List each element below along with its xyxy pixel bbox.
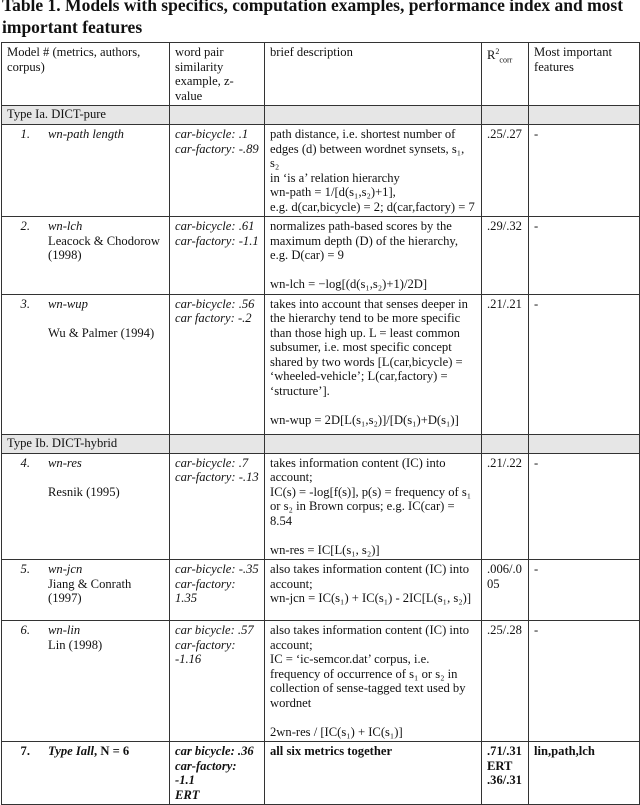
wordpair-cell: car-bicycle: .1 car-factory: -.89 [170,125,265,217]
r2-cell: .25/.28 [482,621,529,742]
model-cell [2,217,170,295]
table-row [2,742,640,805]
model-number: 2. [20,219,30,233]
description-cell: takes into account that senses deeper in the hierarchy tend to be more specific than those high up. L = least common subsumer, i.e. most specific concept shared by two words [L(car,bicycle) = ‘wheeled-vehicle’; L(car,factory) = ‘structure’]. wn-wup = 2D[L(s₁,s₂)]/[D(s₁)+D(s₁)] [265,294,482,434]
model-number: 7. [20,744,30,758]
table-row [2,125,640,217]
features-cell: - [529,125,640,217]
section-row-ia [2,106,640,125]
features-cell: - [529,217,640,295]
wordpair-cell: car-bicycle: .7 car-factory: -.13 [170,453,265,560]
wordpair-cell: car-bicycle: -.35 car-factory: 1.35 [170,560,265,621]
model-author: Wu & Palmer (1994) [48,325,155,340]
header-r2: $R^2_{corr}$ [482,43,529,106]
model-name: Type Iall [48,744,95,758]
r2-cell: .006/.005 [482,560,529,621]
model-cell [2,453,170,560]
wordpair-cell: car bicycle: .36 car-factory: -1.1 ERT [170,742,265,805]
features-cell: - [529,453,640,560]
r2-cell: .71/.31 ERT .36/.31 [482,742,529,805]
wordpair-cell: car-bicycle: .56 car factory: -.2 [170,294,265,434]
model-cell [2,125,170,217]
table-row [2,217,640,295]
table-row [2,294,640,434]
model-author: Resnik (1995) [48,484,120,499]
features-cell: - [529,621,640,742]
wordpair-cell: car-bicycle: .61 car-factory: -1.1 [170,217,265,295]
model-name: wn-lch [48,219,83,233]
model-author: Lin (1998) [48,637,103,652]
table-row [2,560,640,621]
description-cell: path distance, i.e. shortest number of edges (d) between wordnet synsets, s₁, s₂ in ‘is a’ relation hierarchy wn-path = 1/[d(s₁,s₂)+1], e.g. d(car,bicycle) = 2; d(car,factory) = 7 [265,125,482,217]
description-cell: all six metrics together [265,742,482,805]
models-table [1,42,640,805]
model-author: Jiang & Conrath (1997) [48,576,132,605]
model-number: 5. [20,562,30,576]
model-number: 4. [20,455,30,470]
model-name: wn-path length [48,127,124,141]
model-cell [2,294,170,434]
description-cell: normalizes path-based scores by the maximum depth (D) of the hierarchy, e.g. D(car) = 9 wn-lch = −log[(d(s₁,s₂)+1)/2D] [265,217,482,295]
description-cell: takes information content (IC) into account; IC(s) = -log[f(s)], p(s) = frequency of s₁ or s₂ in Brown corpus; e.g. IC(car) = 8.54 wn-res = IC[L(s₁, s₂)] [265,453,482,560]
wordpair-cell: car bicycle: .57 car-factory: -1.16 [170,621,265,742]
model-name: wn-res [48,455,82,470]
model-cell [2,742,170,805]
model-number: 6. [20,623,30,637]
section-row-ib [2,434,640,453]
model-cell [2,621,170,742]
model-cell [2,560,170,621]
r2-cell: .25/.27 [482,125,529,217]
section-label: Type Ib. DICT-hybrid [2,434,170,453]
model-name: wn-wup [48,296,88,311]
description-cell: also takes information content (IC) into account; IC = ‘ic-semcor.dat’ corpus, i.e. frequency of occurrence of s₁ or s₂ in collection of sense-tagged text used by wordnet 2wn-res / [IC(s₁) + IC(s₁)] [265,621,482,742]
table-title: Table 1. Models with specifics, computation examples, performance index and most important features [2,0,624,37]
model-number: 1. [20,127,30,141]
r2-cell: .21/.21 [482,294,529,434]
header-model: Model # (metrics, authors, corpus) [2,43,170,106]
model-number: 3. [20,296,30,311]
r2-cell: .29/.32 [482,217,529,295]
header-row [2,43,640,106]
model-name-suffix: , N = 6 [94,744,130,758]
model-name: wn-lin [48,623,81,637]
features-cell: lin,path,lch [529,742,640,805]
model-name: wn-jcn [48,562,83,576]
description-cell: also takes information content (IC) into account; wn-jcn = IC(s₁) + IC(s₁) - 2IC[L(s₁, s₂)] [265,560,482,621]
table-row [2,453,640,560]
r2-cell: .21/.22 [482,453,529,560]
header-wordpair: word pair similarity example, z-value [170,43,265,106]
section-label: Type Ia. DICT-pure [2,106,170,125]
table-row [2,621,640,742]
header-features: Most important features [529,43,640,106]
model-author: Leacock & Chodorow (1998) [48,233,160,262]
features-cell: - [529,560,640,621]
features-cell: - [529,294,640,434]
header-description: brief description [265,43,482,106]
